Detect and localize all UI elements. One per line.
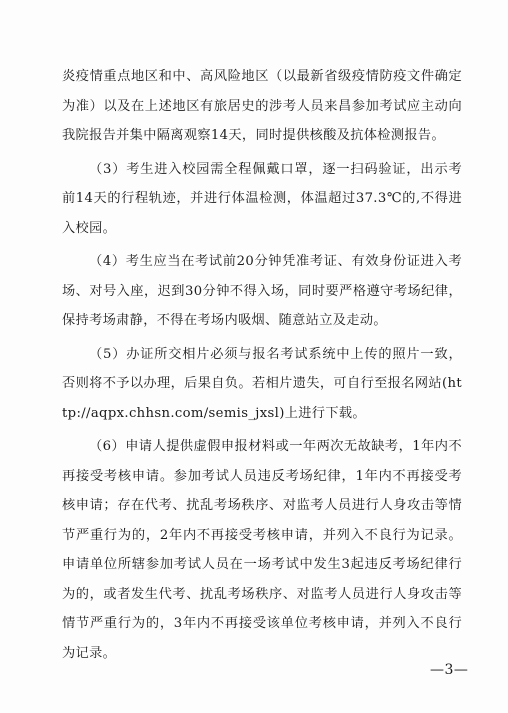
paragraph-item-4: （4）考生应当在考试前20分钟凭准考证、有效身份证进入考场、对号入座，迟到30分钟不得入场，同时要严格遵守考场纪律，保持考场肃静，不得在考场内吸烟、随意站立及走动。: [62, 254, 462, 328]
document-body: [62, 62, 462, 668]
paragraph-item-6: （6）申请人提供虚假申报材料或一年两次无故缺考，1年内不再接受考核申请。参加考试人员违反考场纪律，1年内不再接受考核申请；存在代考、扰乱考场秩序、对监考人员进行人身攻击等情节严重行为的，2年内不再接受考核申请，并列入不良行为记录。申请单位所辖参加考试人员在一场考试中发生3起违反考场纪律行为的，或者发生代考、扰乱考场秩序、对监考人员进行人身攻击等情节严重行为的，3年内不再接受该单位考核申请，并列入不良行为记录。: [62, 439, 462, 661]
paragraph-item-3: （3）考生进入校园需全程佩戴口罩，逐一扫码验证，出示考前14天的行程轨迹，并进行体温检测，体温超过37.3℃的,不得进入校园。: [62, 161, 462, 236]
paragraph-continuation: 炎疫情重点地区和中、高风险地区（以最新省级疫情防疫文件确定为准）以及在上述地区有旅居史的涉考人员来昌参加考试应主动向我院报告并集中隔离观察14天，同时提供核酸及抗体检测报告。: [62, 69, 462, 143]
page-number: —3—: [430, 662, 469, 678]
paragraph-item-5: （5）办证所交相片必须与报名考试系统中上传的照片一致，否则将不予以办理，后果自负。若相片遗失，可自行至报名网站(http://aqpx.chhsn.com/semis_jxsl)上进行下载。: [62, 346, 462, 421]
